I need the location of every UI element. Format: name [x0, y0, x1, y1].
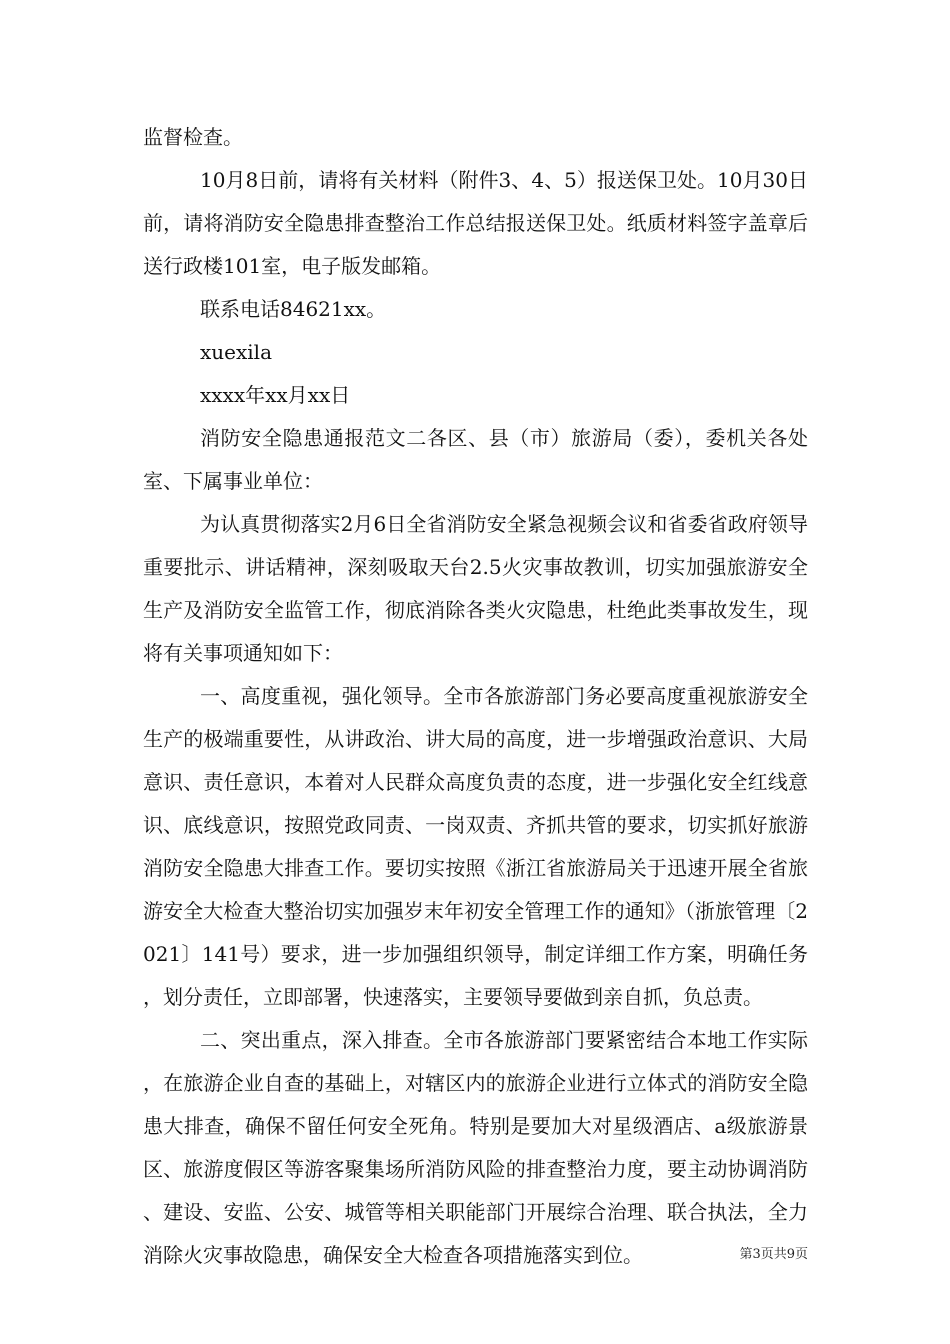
paragraph-6: 消防安全隐患通报范文二各区、县（市）旅游局（委），委机关各处室、下属事业单位：	[143, 426, 808, 493]
paragraph-1: 监督检查。	[143, 125, 243, 149]
document-body	[143, 116, 808, 1277]
paragraph-4: xuexila	[200, 340, 272, 364]
paragraph-8: 一、高度重视，强化领导。全市各旅游部门务必要高度重视旅游安全生产的极端重要性，从讲政治、讲大局的高度，进一步增强政治意识、大局意识、责任意识，本着对人民群众高度负责的态度，进一步强化安全红线意识、底线意识，按照党政同责、一岗双责、齐抓共管的要求，切实抓好旅游消防安全隐患大排查工作。要切实按照《浙江省旅游局关于迅速开展全省旅游安全大检查大整治切实加强岁末年初安全管理工作的通知》（浙旅管理〔2021〕141号）要求，进一步加强组织领导，制定详细工作方案，明确任务，划分责任，立即部署，快速落实，主要领导要做到亲自抓，负总责。	[143, 684, 808, 1009]
paragraph-5: xxxx年xx月xx日	[200, 383, 351, 407]
paragraph-2: 10月8日前，请将有关材料（附件3、4、5）报送保卫处。10月30日前，请将消防安全隐患排查整治工作总结报送保卫处。纸质材料签字盖章后送行政楼101室，电子版发邮箱。	[143, 168, 808, 278]
paragraph-7: 为认真贯彻落实2月6日全省消防安全紧急视频会议和省委省政府领导重要批示、讲话精神，深刻吸取天台2.5火灾事故教训，切实加强旅游安全生产及消防安全监管工作，彻底消除各类火灾隐患，杜绝此类事故发生，现将有关事项通知如下：	[143, 512, 808, 665]
page-number-footer: 第3页共9页	[739, 1247, 808, 1262]
paragraph-9: 二、突出重点，深入排查。全市各旅游部门要紧密结合本地工作实际，在旅游企业自查的基础上，对辖区内的旅游企业进行立体式的消防安全隐患大排查，确保不留任何安全死角。特别是要加大对星级酒店、a级旅游景区、旅游度假区等游客聚集场所消防风险的排查整治力度，要主动协调消防、建设、安监、公安、城管等相关职能部门开展综合治理、联合执法，全力消除火灾事故隐患，确保安全大检查各项措施落实到位。	[143, 1028, 808, 1267]
paragraph-3: 联系电话84621xx。	[200, 297, 387, 321]
